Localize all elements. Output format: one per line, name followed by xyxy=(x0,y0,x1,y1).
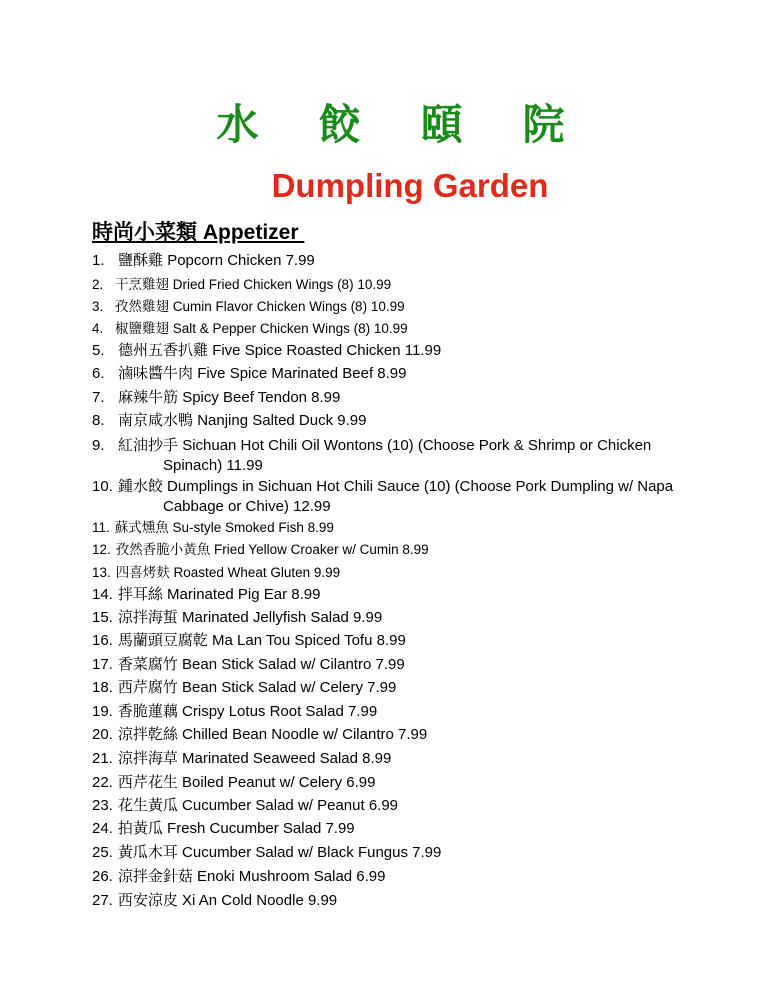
menu-item-number: 5. xyxy=(92,342,105,359)
menu-item xyxy=(92,841,712,862)
menu-item-number: 17. xyxy=(92,656,113,673)
menu-item-chinese-name: 德州五香扒雞 xyxy=(118,341,209,359)
menu-item-number: 21. xyxy=(92,750,113,767)
menu-item-chinese-name: 涼拌海蜇 xyxy=(117,608,178,626)
chinese-title-char: 院 xyxy=(522,100,565,149)
menu-item-number: 18. xyxy=(92,679,113,696)
menu-item-chinese-name: 西芹花生 xyxy=(117,773,178,791)
menu-item xyxy=(92,606,712,627)
menu-item-english-name: Xi An Cold Noodle 9.99 xyxy=(182,892,338,909)
chinese-title-char: 餃 xyxy=(318,100,361,149)
menu-item-english-name: Bean Stick Salad w/ Celery 7.99 xyxy=(182,679,397,696)
menu-item-number: 3. xyxy=(92,299,104,314)
menu-item xyxy=(92,561,712,581)
menu-item-number: 16. xyxy=(92,632,113,649)
menu-item-english-name: Dried Fried Chicken Wings (8) 10.99 xyxy=(172,277,392,292)
menu-item-chinese-name: 涼拌金針菇 xyxy=(117,867,193,885)
menu-item-english-name: Ma Lan Tou Spiced Tofu 8.99 xyxy=(212,632,406,649)
menu-item xyxy=(92,295,712,315)
menu-item-chinese-name: 西芹腐竹 xyxy=(117,678,178,696)
menu-item-number: 11. xyxy=(92,520,110,535)
menu-item xyxy=(92,317,712,337)
menu-item-chinese-name: 涼拌乾絲 xyxy=(117,725,178,743)
menu-item-chinese-name: 紅油抄手 xyxy=(118,436,179,454)
menu-item xyxy=(92,629,712,650)
menu-item-number: 23. xyxy=(92,797,113,814)
menu-item-chinese-name: 南京咸水鴨 xyxy=(118,411,194,429)
menu-item-english-name: Roasted Wheat Gluten 9.99 xyxy=(173,565,341,580)
menu-item-english-name: Popcorn Chicken 7.99 xyxy=(167,252,315,269)
menu-item xyxy=(92,676,712,697)
menu-item xyxy=(92,386,712,407)
menu-item-number: 12. xyxy=(92,542,111,557)
menu-item-english-name: Chilled Bean Noodle w/ Cilantro 7.99 xyxy=(182,726,428,743)
menu-item-chinese-name: 滷味醬牛肉 xyxy=(118,364,194,382)
menu-item xyxy=(92,794,712,815)
menu-item xyxy=(92,339,712,360)
chinese-title xyxy=(0,92,781,152)
menu-item-number: 20. xyxy=(92,726,113,743)
menu-item xyxy=(92,817,712,838)
menu-item xyxy=(92,249,712,270)
menu-item-chinese-name: 蘇式燻魚 xyxy=(114,520,169,536)
menu-item-chinese-name: 黃瓜木耳 xyxy=(117,843,178,861)
menu-item-english-name: Su-style Smoked Fish 8.99 xyxy=(172,520,334,535)
menu-item xyxy=(92,747,712,768)
menu-item-english-name: Bean Stick Salad w/ Cilantro 7.99 xyxy=(182,656,405,673)
menu-item-english-name-continued: Cabbage or Chive) 12.99 xyxy=(163,498,331,515)
menu-item-number: 24. xyxy=(92,820,113,837)
menu-item-number: 15. xyxy=(92,609,113,626)
menu-item xyxy=(92,583,712,604)
menu-item-chinese-name: 鹽酥雞 xyxy=(118,251,164,269)
chinese-title-char: 水 xyxy=(216,100,259,149)
menu-item-english-name: Five Spice Marinated Beef 8.99 xyxy=(197,365,407,382)
menu-item-number: 1. xyxy=(92,252,105,269)
menu-item xyxy=(92,865,712,886)
menu-item-chinese-name: 椒鹽雞翅 xyxy=(115,321,169,337)
menu-item-number: 9. xyxy=(92,437,105,454)
menu-item-english-name: Crispy Lotus Root Salad 7.99 xyxy=(182,703,378,720)
menu-item-english-name: Dumplings in Sichuan Hot Chili Sauce (10) (Choose Pork Dumpling w/ Napa xyxy=(167,478,674,495)
menu-item-english-name: Sichuan Hot Chili Oil Wontons (10) (Choose Pork & Shrimp or Chicken xyxy=(182,437,652,454)
menu-item xyxy=(92,475,712,515)
menu-item-english-name: Marinated Pig Ear 8.99 xyxy=(167,586,321,603)
menu-item xyxy=(92,362,712,383)
menu-item-english-name-continued: Spinach) 11.99 xyxy=(163,457,263,474)
menu-item-number: 14. xyxy=(92,586,113,603)
menu-item-number: 22. xyxy=(92,774,113,791)
menu-item-number: 10. xyxy=(92,478,113,495)
menu-item-number: 26. xyxy=(92,868,113,885)
menu-item-english-name: Cucumber Salad w/ Black Fungus 7.99 xyxy=(182,844,442,861)
menu-item-english-name: Cumin Flavor Chicken Wings (8) 10.99 xyxy=(172,299,405,314)
menu-item-chinese-name: 四喜烤麸 xyxy=(115,565,170,581)
menu-item-english-name: Spicy Beef Tendon 8.99 xyxy=(182,389,341,406)
menu-item-chinese-name: 香脆蓮藕 xyxy=(117,702,178,720)
menu-item-english-name: Marinated Jellyfish Salad 9.99 xyxy=(182,609,383,626)
menu-item-chinese-name: 西安涼皮 xyxy=(117,891,178,909)
menu-item-chinese-name: 馬蘭頭豆腐乾 xyxy=(117,631,208,649)
menu-item-number: 2. xyxy=(92,277,104,292)
menu-item-english-name: Fresh Cucumber Salad 7.99 xyxy=(167,820,355,837)
menu-item-english-name: Nanjing Salted Duck 9.99 xyxy=(197,412,367,429)
menu-item-english-name: Cucumber Salad w/ Peanut 6.99 xyxy=(182,797,399,814)
menu-item-chinese-name: 麻辣牛筋 xyxy=(118,388,179,406)
menu-item-english-name: Five Spice Roasted Chicken 11.99 xyxy=(212,342,442,359)
menu-item-chinese-name: 鍾水餃 xyxy=(117,477,163,495)
menu-item-chinese-name: 花生黃瓜 xyxy=(117,796,178,814)
menu-item-english-name: Boiled Peanut w/ Celery 6.99 xyxy=(182,774,376,791)
menu-item xyxy=(92,653,712,674)
menu-item xyxy=(92,723,712,744)
menu-item xyxy=(92,700,712,721)
menu-item xyxy=(92,889,712,910)
section-heading-appetizer: 時尚小菜類 Appetizer xyxy=(92,221,305,244)
menu-item xyxy=(92,538,712,558)
menu-item-chinese-name: 拌耳絲 xyxy=(117,585,163,603)
menu-item-english-name: Enoki Mushroom Salad 6.99 xyxy=(197,868,386,885)
menu-item xyxy=(92,409,712,430)
menu-item-number: 13. xyxy=(92,565,111,580)
menu-item xyxy=(92,434,712,474)
menu-item-chinese-name: 涼拌海草 xyxy=(117,749,178,767)
menu-item-english-name: Marinated Seaweed Salad 8.99 xyxy=(182,750,392,767)
menu-item-number: 8. xyxy=(92,412,105,429)
menu-item-number: 25. xyxy=(92,844,113,861)
menu-item-number: 27. xyxy=(92,892,113,909)
menu-item xyxy=(92,516,712,536)
menu-item xyxy=(92,771,712,792)
menu-item-number: 4. xyxy=(92,321,104,336)
menu-item-chinese-name: 干烹雞翅 xyxy=(115,277,169,293)
menu-item-number: 6. xyxy=(92,365,105,382)
menu-item-chinese-name: 孜然雞翅 xyxy=(115,299,169,315)
menu-item-chinese-name: 孜然香脆小黃魚 xyxy=(115,542,211,558)
menu-item-chinese-name: 香菜腐竹 xyxy=(117,655,178,673)
menu-item-english-name: Salt & Pepper Chicken Wings (8) 10.99 xyxy=(172,321,408,336)
menu-item-number: 19. xyxy=(92,703,113,720)
english-title: Dumpling Garden xyxy=(271,167,549,204)
menu-item-chinese-name: 拍黃瓜 xyxy=(117,819,163,837)
menu-item xyxy=(92,273,712,293)
menu-item-number: 7. xyxy=(92,389,105,406)
chinese-title-char: 頤 xyxy=(420,100,463,149)
menu-item-english-name: Fried Yellow Croaker w/ Cumin 8.99 xyxy=(214,542,429,557)
